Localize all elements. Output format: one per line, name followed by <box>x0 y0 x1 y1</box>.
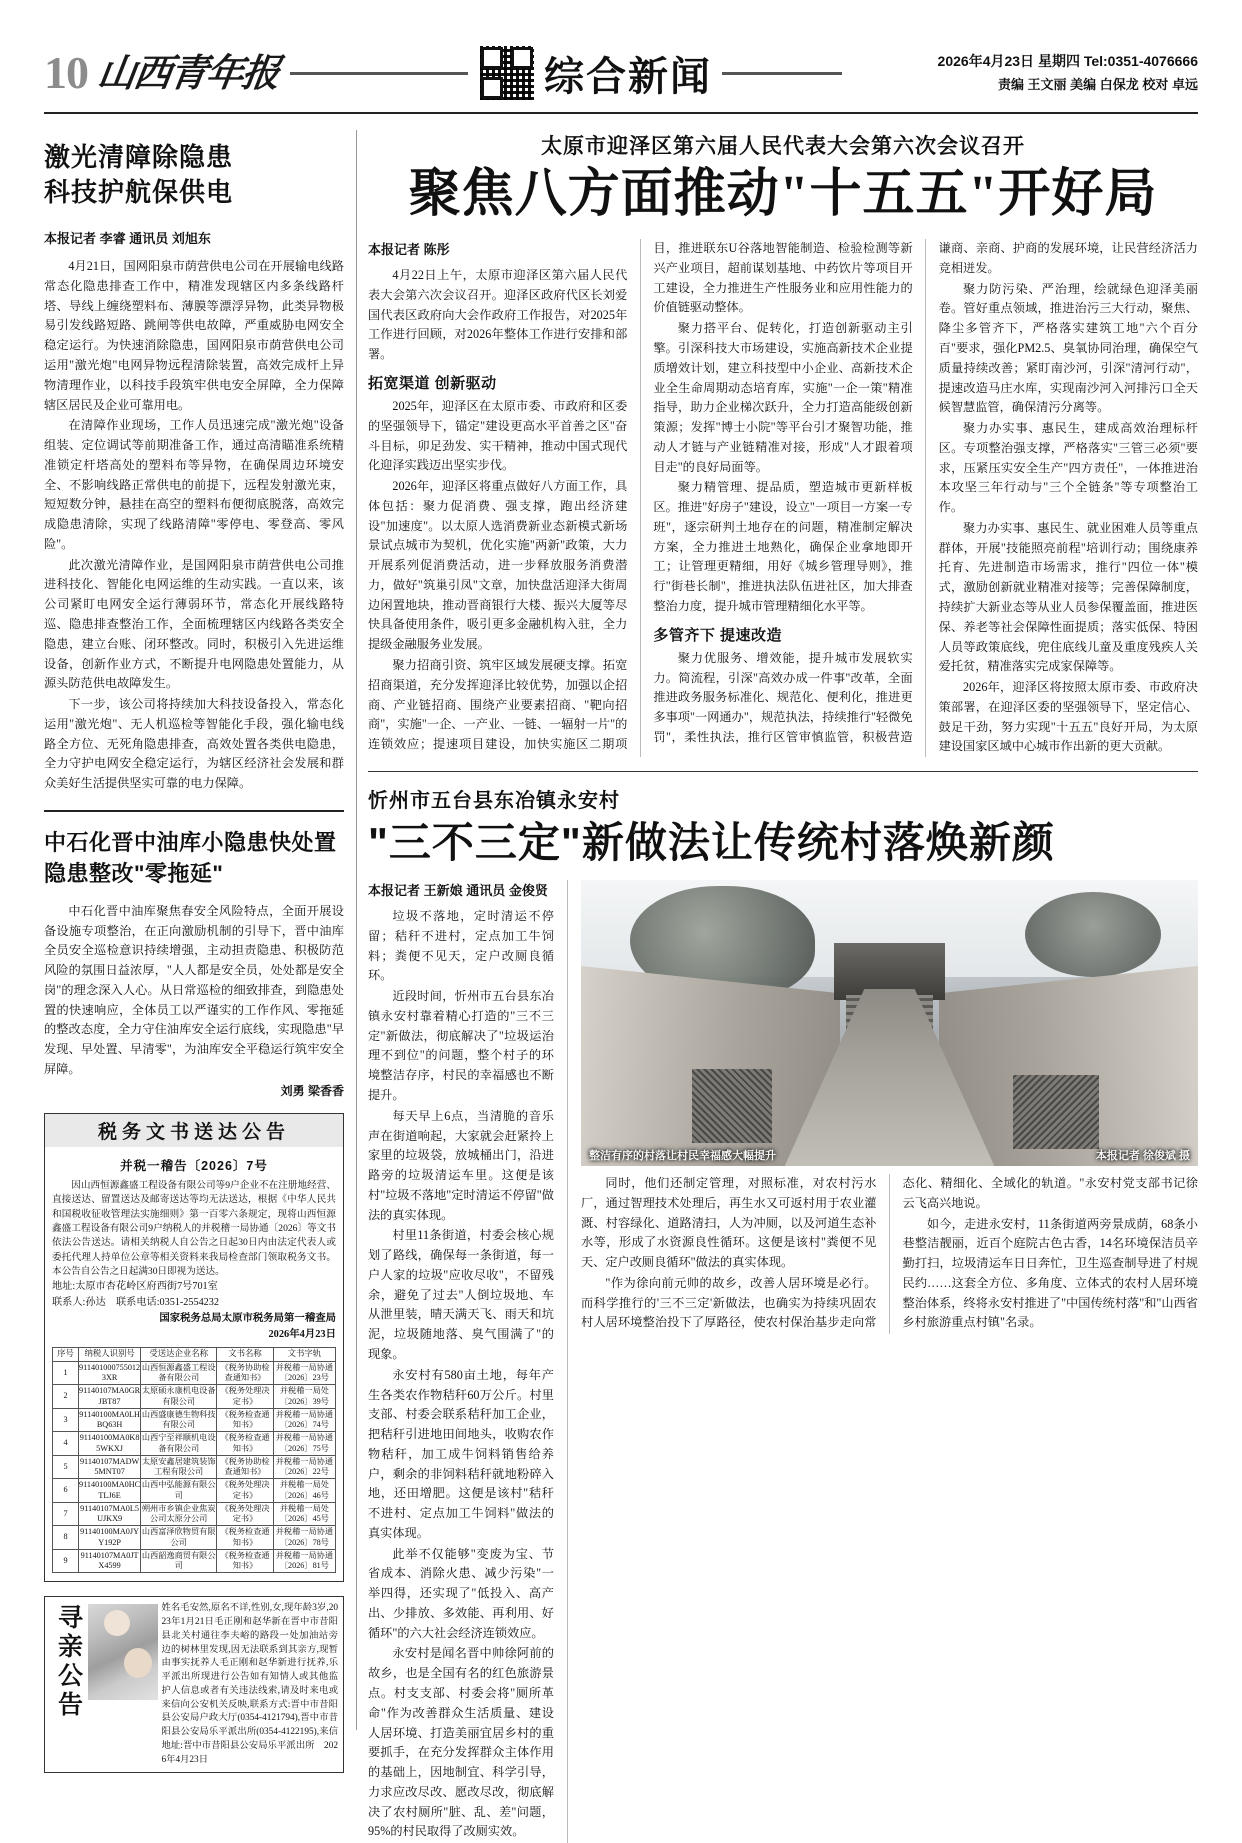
notice-title: 税务文书送达公告 <box>45 1114 343 1147</box>
table-row <box>53 1549 336 1573</box>
cell-taxpayer-id: 91140100MA0LHBQ63H <box>79 1408 141 1432</box>
cell-doc-name: 《税务处理决定书》 <box>217 1479 274 1503</box>
editorial-staff: 责编 王文丽 美编 白保龙 校对 卓远 <box>997 77 1198 93</box>
table-row <box>53 1479 336 1503</box>
paragraph: 聚力优服务、增效能，提升城市发展软实力。简流程，引深"高效办成一件事"改革，全面推进政务服务标准化、规范化、便利化，推进更多事项"一网通办"，规范执法，持续推行"轻微免罚"，柔性执法，推行区管审慎监管，积极营造谦商、亲商、护商的发展环境，让民营经济活力竞相迸发。 <box>653 241 1198 744</box>
article-laser-clearing <box>44 140 344 794</box>
cell-doc-number: 并税稽一局处〔2026〕46号 <box>273 1479 335 1503</box>
paragraph: 聚力招商引资、筑牢区域发展硬支撑。拓宽招商渠道，充分发挥迎泽比较优势，加强以企招商、产业链招商、围绕产业要素招商、"靶向招商"，实施"一企、一产业、一链、一辐射一片"的连锁效应；提速项目建设，加快实施区二期项目，推进联东U谷落地智能制造、检验检测等新兴产业项目，超前谋划基地、中药饮片等项目开工建设，全力推进生产性服务业和应用性能力的价值链驱动整体。 <box>368 241 913 752</box>
section-heading: 多管齐下 提速改造 <box>653 626 782 644</box>
masthead-rule-right <box>722 72 842 75</box>
paragraph: 聚力办实事、惠民生、就业困难人员等重点群体，开展"技能照亮前程"培训行动；围绕康养托育、先进制造市场需求，推行"四位一体"模式，激励创新就业精准对接等；完善保障制度，持续扩大新业态等从业人员参保覆盖面，推进医保、养老等社会保障性面提质；落实低保、特困人员等政策底线，兜住底线儿童及重度残疾人关爱托贫，精准落实完成家保障等。 <box>938 520 1198 674</box>
cell-index: 2 <box>53 1385 79 1409</box>
paragraph: 同时，他们还制定管理，对照标准，对农村污水厂，通过智理技术处理后，再生水又可返村用于农业灌溉、村容绿化、道路清扫，人为冲厕，以及河道生态补水等，形成了水资源良性循环。这便是该村"粪便不见天、定户改厕良循环"做法的真实体现。 <box>581 1176 877 1270</box>
paragraph: 4月22日上午，太原市迎泽区第六届人民代表大会第六次会议召开。迎泽区政府代区长刘爱国代表区政府向大会作政府工作报告，对2025年工作进行回顾，对2026年整体工作进行安排和部署。 <box>368 268 628 362</box>
paragraph: 下一步，该公司将持续加大科技设备投入，常态化运用"激光炮"、无人机巡检等智能化手段，强化输电线路全方位、无死角隐患排查，高效处置各类供电隐患，全力守护电网安全稳定运行，为辖区经济社会发展和群众美好生活提供坚实可靠的电力保障。 <box>44 697 344 791</box>
table-header-cell: 文书字轨 <box>273 1348 335 1362</box>
section-title: 综合新闻 <box>544 53 713 99</box>
cell-index: 7 <box>53 1502 79 1526</box>
cell-index: 4 <box>53 1432 79 1456</box>
article-lead-title: 太原市迎泽区第六届人民代表大会第六次会议召开 <box>541 134 1025 158</box>
cell-company: 太原安鑫居建筑装饰工程有限公司 <box>141 1455 217 1479</box>
notice-date: 2026年4月23日 <box>268 1328 336 1340</box>
cell-taxpayer-id: 91140107MA0JTX4599 <box>79 1549 141 1573</box>
family-photo <box>88 1604 158 1700</box>
paragraph: 聚力精管理、提品质，塑造城市更新样板区。推进"好房子"建设，设立"一项目一方案一专班"，逐宗研判土地存在的问题，精准制定解决方案，全力推进土地熟化，确保企业拿地即开工；让管理更精细，用好《城乡管理导则》，推行"街巷长制"，推进执法队伍进社区，加大排查整治力度，提升城市管理精细化水平等。 <box>653 480 913 613</box>
paragraph: 2025年，迎泽区在太原市委、市政府和区委的坚强领导下，锚定"建设更高水平首善之区"奋斗目标，卯足劲发、实干精神，推动中国式现代化迎泽实践迈出坚实步伐。 <box>368 399 628 473</box>
column-divider <box>356 130 357 1730</box>
notice-label: 寻亲公告 <box>54 1604 83 1721</box>
article-separator <box>44 810 344 812</box>
left-column <box>44 130 344 1773</box>
cell-index: 1 <box>53 1361 79 1385</box>
notice-address: 地址:太原市杏花岭区府西街7号701室 <box>52 1281 218 1293</box>
cell-doc-number: 并税稽一局协通〔2026〕22号 <box>273 1455 335 1479</box>
paragraph: 近段时间，忻州市五台县东冶镇永安村靠着精心打造的"三不三定"新做法，彻底解决了"垃圾运治理不到位"的问题，整个村子的环境整洁存序，村民的幸福感也不断提升。 <box>368 989 554 1103</box>
paper-name: 山西青年报 <box>94 50 282 95</box>
masthead <box>44 38 1198 108</box>
table-header-row <box>53 1348 336 1362</box>
paragraph: 聚力搭平台、促转化，打造创新驱动主引擎。引深科技大市场建设，实施高新技术企业提质增效计划，建立科技型中小企业、高新技术企业全生命周期动态培育库，实施"一企一策"精准指导，助力企业梯次跃升，全力打造高能级创新策源；发挥"博士小院"等平台引才聚智功能，推动人才链与产业链精准对接，形成"人才跟着项目走"的良好局面等。 <box>653 321 913 474</box>
article-title <box>44 140 344 210</box>
paragraph: 永安村是闻名晋中帅徐阿前的故乡，也是全国有名的红色旅游景点。村支支部、村委会将"厕所革命"作为改善群众生活质量、建设人居环境、打造美丽宜居乡村的重要抓手，在充分发挥群众主体作用的基础上，因地制宜、科学引导，力求应改尽改、愿改尽改，彻底解决了农村厕所"脏、乱、差"问题，95%的村民取得了改厕实效。 <box>368 1646 554 1839</box>
qr-code[interactable] <box>480 46 534 100</box>
village-text-flow <box>581 1174 1198 1334</box>
cell-taxpayer-id: 91140107MADW5MNT07 <box>79 1455 141 1479</box>
paragraph: "作为徐向前元帅的故乡，改善人居环境是必行。而科学推行的'三不三定'新做法，也确实为持续巩固农村人居环境整治投下了厚路径，使农村保治基步走向常态化、精细化、全域化的轨道。"永安村党支部书记徐云飞高兴地说。 <box>581 1176 1198 1330</box>
cell-index: 9 <box>53 1549 79 1573</box>
paragraph: 此次激光清障作业，是国网阳泉市荫营供电公司推进科技化、智能化电网运维的生动实践。一直以来，该公司紧盯电网安全运行薄弱环节，常态化开展线路特巡、隐患排查整治工作，全面梳理辖区内线路各类安全隐患，建立台账、闭环整改。同时，积极引入先进运维设备，创新作业方式，不断提升电网隐患处置能力，从源头防范供电故障发生。 <box>44 557 344 691</box>
cell-doc-name: 《税务协助检查通知书》 <box>217 1361 274 1385</box>
cell-company: 朔州市乡镇企业焦炭公司太原分公司 <box>141 1502 217 1526</box>
cell-company: 山西宁至祥顺机电设备有限公司 <box>141 1432 217 1456</box>
section-heading: 拓宽渠道 创新驱动 <box>368 375 497 393</box>
article-separator <box>368 771 1198 772</box>
article-village <box>368 784 1198 1843</box>
notice-organization: 国家税务总局太原市税务局第一稽查局 <box>159 1313 336 1325</box>
paragraph: 聚力防污染、严治理，绘就绿色迎泽美丽卷。管好重点领域，推进治污三大行动，聚焦、降尘多管齐下，严格落实建筑工地"六个百分百"要求，强化PM2.5、臭氧协同治理，确保空气质量持续改善；紧盯南沙河，引深"清河行动"，提速改造马庄水库，实现南沙河入河排污口全天候智慧监管，确保清污分离等。 <box>938 281 1198 415</box>
title-line-1: 激光清障除隐患 <box>44 142 234 172</box>
article-main-title: "三不三定"新做法让传统村落焕新颜 <box>368 819 1055 867</box>
cell-company: 山西中弘能源有限公司 <box>141 1479 217 1503</box>
cell-doc-name: 《税务处理决定书》 <box>217 1502 274 1526</box>
cell-company: 山西盛康德生物科技有限公司 <box>141 1408 217 1432</box>
cell-taxpayer-id: 91140100MA0JYY192P <box>79 1526 141 1550</box>
publication-date: 2026年4月23日 星期四 Tel:0351-4076666 <box>937 53 1198 70</box>
cell-company: 山西恒源鑫盛工程设备有限公司 <box>141 1361 217 1385</box>
cell-doc-number: 并税稽一局协通〔2026〕78号 <box>273 1526 335 1550</box>
tax-notice-table <box>52 1347 336 1573</box>
cell-taxpayer-id: 91140100MA0HCTLJ6E <box>79 1479 141 1503</box>
article-oil-depot <box>44 826 344 1099</box>
table-row <box>53 1526 336 1550</box>
main-article-body <box>368 239 1198 757</box>
cell-company: 山西富泽欣物贸有限公司 <box>141 1526 217 1550</box>
village-col-1 <box>368 880 554 1843</box>
paragraph: 2026年，迎泽区将按照太原市委、市政府决策部署，在迎泽区委的坚强领导下，坚定信心、鼓足干劲，努力实现"十五五"良好开局，为太原建设国家区域中心城市作出新的更大贡献。 <box>938 680 1198 754</box>
cell-company: 山西韶逸商贸有限公司 <box>141 1549 217 1573</box>
title-line-2: 科技护航保供电 <box>44 177 234 208</box>
cell-taxpayer-id: 9114010007550123XR <box>79 1361 141 1385</box>
photo-caption <box>581 1144 1198 1166</box>
signature: 刘勇 梁香香 <box>280 1083 344 1098</box>
cell-company: 太原硕永康机电设备有限公司 <box>141 1385 217 1409</box>
cell-doc-number: 并税稽一局处〔2026〕45号 <box>273 1502 335 1526</box>
tree-icon <box>1025 892 1161 978</box>
paragraph: 中石化晋中油库聚焦春安全风险特点，全面开展设备设施专项整治，在正向激励机制的引导下，晋中油库全员安全巡检意识持续增强，主动担责隐患、积极防范风险的氛围日益浓厚，"人人都是安全员，处处都是安全岗"的理念深入人心。从日常巡检的细致排查，到隐患处置的快速响应，全体员工以严谨实的工作作风、零拖延的整改态度，全力守住油库安全运行底线，实现隐患"早发现、早处置、早清零"，为油库安全平稳运行筑牢安全屏障。 <box>44 903 344 1076</box>
column-divider <box>567 880 568 1843</box>
table-row <box>53 1385 336 1409</box>
cell-doc-number: 并税稽一局协通〔2026〕81号 <box>273 1549 335 1573</box>
paragraph: 4月21日，国网阳泉市荫营供电公司在开展输电线路常态化隐患排查工作中，精准发现辖区内多条线路杆塔、导线上缠绕塑料布、薄膜等漂浮异物，此类异物极易引发线路短路、跳闸等供电故障，严重威胁电网安全稳定运行。为快速消除隐患，国网阳泉市荫营供电公司运用"激光炮"电网异物远程清除装置，高效完成杆上异物清理作业，以科技手段筑牢供电安全屏障，全力保障辖区居民及企业可靠用电。 <box>44 259 344 412</box>
paragraph: 此举不仅能够"变废为宝、节省成本、消除火患、减少污染"一举四得，还实现了"低投入、高产出、少排放、多效能、再利用、好循环"的六大社会经济连锁效应。 <box>368 1546 554 1640</box>
notice-body: 因山西恒源鑫盛工程设备有限公司等9户企业不在注册地经营、直接送达、留置送达及邮寄送达等均无法送达，根据《中华人民共和国税收征收管理法实施细则》第一百零六条规定，现将山西恒源鑫盛工程设备有限公司9户纳税人的并税稽一局协通〔2026〕等文书依法公告送达。请相关纳税人自公告之日起30日内由法定代表人或委托代理人持单位公章等相关资料来我局检查部门领取税务文书。本公告自公告之日起满30日即视为送达。 <box>52 1179 336 1278</box>
cell-doc-name: 《税务检查通知书》 <box>217 1526 274 1550</box>
cell-doc-name: 《税务协助检查通知书》 <box>217 1455 274 1479</box>
caption-credit: 本报记者 徐俊斌 摄 <box>1095 1150 1190 1163</box>
table-row <box>53 1455 336 1479</box>
photo-lattice-left <box>692 1069 772 1143</box>
byline: 本报记者 李睿 通讯员 刘旭东 <box>44 231 211 247</box>
village-col-right <box>581 880 1198 1843</box>
caption-text: 整洁有序的村落让村民幸福感大幅提升 <box>589 1150 776 1163</box>
masthead-info <box>938 51 1198 95</box>
cell-taxpayer-id: 91140107MA0GRJBT87 <box>79 1385 141 1409</box>
page-number: 10 <box>44 47 88 98</box>
table-row <box>53 1502 336 1526</box>
cell-doc-name: 《税务检查通知书》 <box>217 1549 274 1573</box>
table-row <box>53 1361 336 1385</box>
table-row <box>53 1408 336 1432</box>
notice-text: 姓名毛安然,原名不详,性别,女,现年龄3岁,2023年1月21日毛正刚和赵华新在晋中市昔阳县北关村通往李夫峪的路段一处加油站旁边的树林里发现,因无法联系到其亲方,现暂由事实抚养人毛正刚和赵华新进行抚养,乐平派出所现进行公告如有知情人或其他监护人信息或者有关违法线索,请及时来电或来信向公安机关反映,联系方式:晋中市昔阳县公安局户政大厅(0354-4121794),晋中市昔阳县公安局乐平派出所(0354-4122195),来信地址:晋中市昔阳县公安局乐平派出所 2026年4月23日 <box>161 1603 338 1765</box>
article-main-congress <box>368 130 1198 757</box>
paragraph: 如今，走进永安村，11条街道两旁景成荫，68条小巷整洁靓丽，近百个庭院古色古香，14名环境保洁员辛勤打扫，垃圾清运车日日奔忙，卫生巡查制导进了村规民约……这套全方位、多角度、立体式的农村人居环境整治体系，终将永安村推进了"中国传统村落"和"山西省乡村旅游重点村镇"名录。 <box>902 1216 1198 1330</box>
cell-doc-name: 《税务检查通知书》 <box>217 1432 274 1456</box>
paragraph: 2026年，迎泽区将重点做好八方面工作，具体包括：聚力促消费、强支撑，跑出经济建设"加速度"。以太原人选消费新业态新模式新场景试点城市为契机，优化实施"两新"政策，大力开展系列促消费活动，进一步释放服务消费潜力，做好"筑巢引凤"文章，加快盘活迎泽大街周边闲置地块，推动晋商银行大楼、振兴大厦等尽快具备使用条件，吸引更多金融机构入驻，全力提级金融服务业发展。 <box>368 479 628 652</box>
main-content <box>368 130 1198 1843</box>
table-header-cell: 受送达企业名称 <box>141 1348 217 1362</box>
paragraph: 每天早上6点，当清脆的音乐声在街道响起，大家就会赶紧拎上家里的垃圾袋，放城桶出门，沿进路旁的垃圾清运车里。这便是该村"垃圾不落地"定时清运不停留"做法的真实体现。 <box>368 1108 554 1222</box>
cell-doc-number: 并税稽一局协通〔2026〕74号 <box>273 1408 335 1432</box>
tax-notice-box <box>44 1113 344 1583</box>
table-header-cell: 文书名称 <box>217 1348 274 1362</box>
byline: 本报记者 陈彤 <box>368 242 450 258</box>
notice-subtitle: 并税一稽告〔2026〕7号 <box>120 1158 268 1173</box>
article-main-title: 聚焦八方面推动"十五五"开好局 <box>408 166 1158 223</box>
cell-doc-name: 《税务检查通知书》 <box>217 1408 274 1432</box>
cell-taxpayer-id: 91140107MA0L5UJKX9 <box>79 1502 141 1526</box>
paragraph: 聚力办实事、惠民生，建成高效治理标杆区。专项整治强支撑，严格落实"三管三必须"要求，压紧压实安全生产"四方责任"，一体推进治本攻坚三年行动与"三个全链条"等专项整治工作。 <box>938 421 1198 515</box>
tax-table-body <box>53 1361 336 1573</box>
cell-taxpayer-id: 91140100MA0K85WKXJ <box>79 1432 141 1456</box>
table-header-cell: 序号 <box>53 1348 79 1362</box>
photo-lattice-right <box>1013 1075 1099 1149</box>
article-lead-title: 忻州市五台县东冶镇永安村 <box>368 790 620 813</box>
table-header-cell: 纳税人识别号 <box>79 1348 141 1362</box>
village-article-body <box>368 880 1198 1843</box>
missing-person-notice <box>44 1596 344 1773</box>
cell-index: 6 <box>53 1479 79 1503</box>
masthead-rule-left <box>290 72 468 75</box>
village-photo <box>581 880 1198 1166</box>
masthead-divider <box>44 112 1198 114</box>
cell-doc-number: 并税稽一局处〔2026〕39号 <box>273 1385 335 1409</box>
cell-doc-number: 并税稽一局协通〔2026〕23号 <box>273 1361 335 1385</box>
cell-index: 8 <box>53 1526 79 1550</box>
cell-index: 3 <box>53 1408 79 1432</box>
table-row <box>53 1432 336 1456</box>
paragraph: 垃圾不落地，定时清运不停留；秸秆不进村，定点加工牛饲料；粪便不见天，定户改厕良循环。 <box>368 909 554 983</box>
article-title: 中石化晋中油库小隐患快处置 隐患整改"零拖延" <box>44 829 337 886</box>
cell-doc-name: 《税务处理决定书》 <box>217 1385 274 1409</box>
byline: 本报记者 王新娘 通讯员 金俊贤 <box>368 883 548 899</box>
paragraph: 在清障作业现场，工作人员迅速完成"激光炮"设备组装、定位调试等前期准备工作，通过高清瞄准系统精准锁定杆塔高处的塑料布等异物，在确保周边环境安全、不影响线路正常供电的前提下，远程发射激光束，短短数分钟，悬挂在高空的塑料布便彻底脱落，高效完成隐患清除，实现了线路清障"零停电、零登高、零风险"。 <box>44 418 344 551</box>
paragraph: 永安村有580亩土地，每年产生各类农作物秸秆60万公斤。村里支部、村委会联系秸秆加工企业，把秸秆引进地田间地头，收购农作物秸秆，加工成牛饲料销售给养户，剩余的非饲料秸秆就地粉碎入地，还田增肥。这便是该村"秸秆不进村、定点加工牛饲料"做法的真实体现。 <box>368 1367 554 1540</box>
cell-index: 5 <box>53 1455 79 1479</box>
paragraph: 村里11条街道，村委会核心规划了路线，确保每一条街道，每一户人家的垃圾"应收尽收"，不留残余，避免了过去"人倒垃圾地、车从泄里装，晴天满天飞、雨天和坑泥，垃圾随地落、臭气围满了"的现象。 <box>368 1228 554 1361</box>
cell-doc-number: 并税稽一局协通〔2026〕75号 <box>273 1432 335 1456</box>
notice-contact: 联系人:孙达 联系电话:0351-2554232 <box>52 1297 219 1309</box>
